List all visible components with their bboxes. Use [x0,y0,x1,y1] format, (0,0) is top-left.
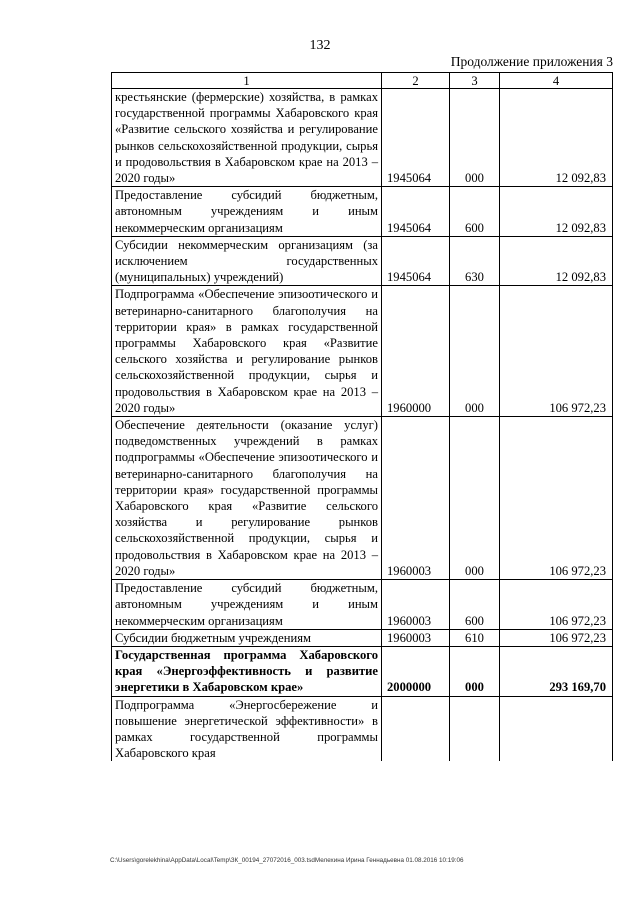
row-type: 600 [450,580,500,630]
row-code: 1945064 [382,187,450,237]
row-amount: 106 972,23 [500,580,613,630]
row-code: 1960003 [382,580,450,630]
row-amount [500,696,613,761]
header-col-3: 3 [450,73,500,89]
row-description: Предоставление субсидий бюджетным, автономным учреждениям и иным некоммерческим организациям [112,187,382,237]
table-row [112,236,613,286]
row-description: Государственная программа Хабаровского края «Энергоэффективность и развитие энергетики в Хабаровском крае» [112,646,382,696]
table-row [112,629,613,646]
continuation-label: Продолжение приложения 3 [450,54,613,69]
header-col-4: 4 [500,73,613,89]
footer-file-path: C:\Users\gorelekhina\AppData\Local\Temp\ЗК_00194_27072016_003.tsdМелехина Ирина Геннадьевна 01.08.2016 10:19:06 [110,857,464,864]
row-amount: 12 092,83 [500,89,613,187]
row-type: 000 [450,417,500,580]
row-type: 000 [450,646,500,696]
row-amount: 293 169,70 [500,646,613,696]
row-code: 1960003 [382,417,450,580]
page-number: 132 [309,38,331,53]
row-type: 610 [450,629,500,646]
row-description: Субсидии бюджетным учреждениям [112,629,382,646]
table-row [112,646,613,696]
row-code: 1960003 [382,629,450,646]
row-description: Предоставление субсидий бюджетным, автономным учреждениям и иным некоммерческим организациям [112,580,382,630]
row-description: крестьянские (фермерские) хозяйства, в рамках государственной программы Хабаровского края «Развитие сельского хозяйства и регулирование рынков сельскохозяйственной продукции, сырья и продовольствия в Хабаровском крае на 2013 – 2020 годы» [112,89,382,187]
row-amount: 106 972,23 [500,629,613,646]
table-row [112,286,613,417]
budget-table [111,72,613,761]
row-description: Подпрограмма «Энергосбережение и повышение энергетической эффективности» в рамках государственной программы Хабаровского края [112,696,382,761]
row-type: 000 [450,89,500,187]
row-description: Обеспечение деятельности (оказание услуг) подведомственных учреждений в рамках подпрограммы «Обеспечение эпизоотического и ветеринарно-санитарного благополучия на территории края» государственной программы Хабаровского края «Развитие сельского хозяйства и регулирование рынков сельскохозяйственной продукции, сырья и продовольствия в Хабаровском крае на 2013 – 2020 годы» [112,417,382,580]
row-amount: 12 092,83 [500,236,613,286]
row-type: 600 [450,187,500,237]
table-row [112,580,613,630]
row-description: Подпрограмма «Обеспечение эпизоотического и ветеринарно-санитарного благополучия на территории края» в рамках государственной программы Хабаровского края «Развитие сельского хозяйства и регулирование рынков сельскохозяйственной продукции, сырья и продовольствия в Хабаровском крае на 2013 – 2020 годы» [112,286,382,417]
table-row [112,696,613,761]
table-header-row [112,73,613,89]
row-code: 2000000 [382,646,450,696]
row-code: 1945064 [382,236,450,286]
row-amount: 12 092,83 [500,187,613,237]
table-row [112,89,613,187]
row-description: Субсидии некоммерческим организациям (за исключением государственных (муниципальных) учреждений) [112,236,382,286]
row-code: 1945064 [382,89,450,187]
row-code: 1960000 [382,286,450,417]
table-row [112,417,613,580]
header-col-2: 2 [382,73,450,89]
row-code [382,696,450,761]
row-amount: 106 972,23 [500,417,613,580]
row-type: 630 [450,236,500,286]
row-amount: 106 972,23 [500,286,613,417]
header-col-1: 1 [112,73,382,89]
table-row [112,187,613,237]
row-type [450,696,500,761]
row-type: 000 [450,286,500,417]
